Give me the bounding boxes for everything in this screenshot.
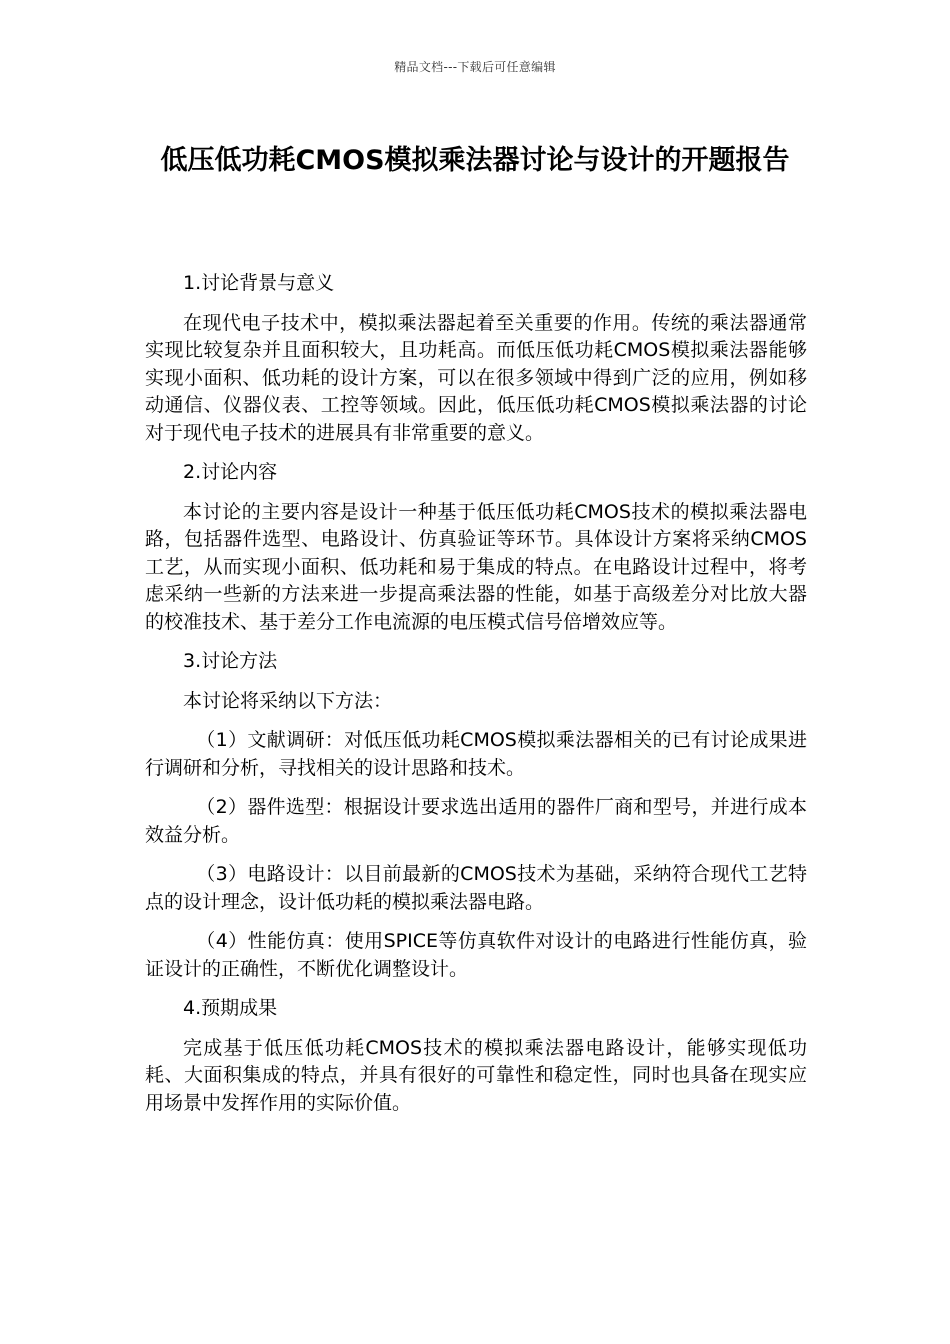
paragraph-results: 完成基于低压低功耗CMOS技术的模拟乘法器电路设计，能够实现低功耗、大面积集成的特点，并具有很好的可靠性和稳定性，同时也具备在现实应用场景中发挥作用的实际价值。 (145, 1036, 807, 1114)
section-heading-results: 4.预期成果 (183, 997, 278, 1019)
method-item-simulation: （4）性能仿真：使用SPICE等仿真软件对设计的电路进行性能仿真，验证设计的正确性，不断优化调整设计。 (145, 930, 807, 980)
section-heading-content: 2.讨论内容 (183, 461, 278, 483)
paragraph-method-intro: 本讨论将采纳以下方法： (183, 689, 393, 712)
page-header: 精品文档---下载后可任意编辑 (394, 60, 556, 74)
method-item-circuit-design: （3）电路设计：以目前最新的CMOS技术为基础，采纳符合现代工艺特点的设计理念，设计低功耗的模拟乘法器电路。 (145, 863, 807, 913)
section-heading-method: 3.讨论方法 (183, 650, 278, 672)
section-heading-background: 1.讨论背景与意义 (183, 272, 335, 294)
document-title: 低压低功耗CMOS模拟乘法器讨论与设计的开题报告 (160, 145, 790, 176)
method-item-device-selection: （2）器件选型：根据设计要求选出适用的器件厂商和型号，并进行成本效益分析。 (145, 796, 807, 846)
document-body (145, 270, 807, 1129)
paragraph-background: 在现代电子技术中，模拟乘法器起着至关重要的作用。传统的乘法器通常实现比较复杂并且面积较大，且功耗高。而低压低功耗CMOS模拟乘法器能够实现小面积、低功耗的设计方案，可以在很多领域中得到广泛的应用，例如移动通信、仪器仪表、工控等领域。因此，低压低功耗CMOS模拟乘法器的讨论对于现代电子技术的进展具有非常重要的意义。 (145, 311, 807, 444)
paragraph-content: 本讨论的主要内容是设计一种基于低压低功耗CMOS技术的模拟乘法器电路，包括器件选型、电路设计、仿真验证等环节。具体设计方案将采纳CMOS工艺，从而实现小面积、低功耗和易于集成的特点。在电路设计过程中，将考虑采纳一些新的方法来进一步提高乘法器的性能，如基于高级差分对比放大器的校准技术、基于差分工作电流源的电压模式信号倍增效应等。 (145, 500, 807, 633)
method-item-literature: （1）文献调研：对低压低功耗CMOS模拟乘法器相关的已有讨论成果进行调研和分析，寻找相关的设计思路和技术。 (145, 729, 807, 779)
